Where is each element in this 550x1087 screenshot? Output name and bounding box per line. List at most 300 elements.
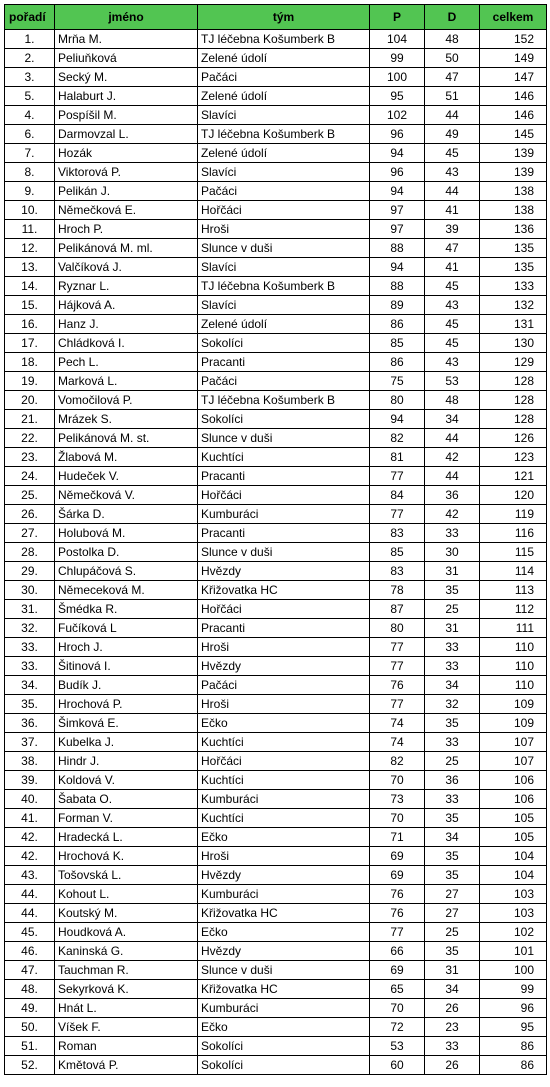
table-row — [5, 999, 547, 1018]
cell-name: Hudeček V. — [55, 467, 198, 486]
cell-name: Mrňa M. — [55, 30, 198, 49]
cell-rank: 14. — [5, 277, 55, 296]
cell-total: 135 — [480, 258, 547, 277]
cell-d: 35 — [425, 581, 480, 600]
cell-name: Houdková A. — [55, 923, 198, 942]
cell-total: 128 — [480, 410, 547, 429]
cell-d: 33 — [425, 657, 480, 676]
cell-p: 104 — [370, 30, 425, 49]
cell-name: Viktorová P. — [55, 163, 198, 182]
cell-team: Hvězdy — [198, 562, 370, 581]
cell-d: 35 — [425, 714, 480, 733]
cell-p: 86 — [370, 315, 425, 334]
cell-team: Křižovatka HC — [198, 980, 370, 999]
cell-rank: 8. — [5, 163, 55, 182]
table-row — [5, 638, 547, 657]
cell-rank: 38. — [5, 752, 55, 771]
cell-d: 31 — [425, 619, 480, 638]
cell-rank: 21. — [5, 410, 55, 429]
cell-name: Ryznar L. — [55, 277, 198, 296]
table-row — [5, 49, 547, 68]
cell-rank: 39. — [5, 771, 55, 790]
cell-d: 35 — [425, 847, 480, 866]
cell-total: 139 — [480, 144, 547, 163]
cell-p: 75 — [370, 372, 425, 391]
cell-name: Chládková I. — [55, 334, 198, 353]
cell-d: 45 — [425, 334, 480, 353]
cell-name: Němeceková M. — [55, 581, 198, 600]
cell-team: Sokolíci — [198, 410, 370, 429]
cell-d: 34 — [425, 410, 480, 429]
cell-rank: 12. — [5, 239, 55, 258]
cell-total: 86 — [480, 1037, 547, 1056]
cell-team: Zelené údolí — [198, 49, 370, 68]
cell-total: 126 — [480, 429, 547, 448]
table-row — [5, 410, 547, 429]
cell-p: 76 — [370, 885, 425, 904]
cell-p: 76 — [370, 676, 425, 695]
cell-total: 114 — [480, 562, 547, 581]
cell-name: Hnát L. — [55, 999, 198, 1018]
cell-d: 26 — [425, 999, 480, 1018]
cell-team: Zelené údolí — [198, 87, 370, 106]
cell-rank: 5. — [5, 87, 55, 106]
cell-total: 100 — [480, 961, 547, 980]
cell-total: 113 — [480, 581, 547, 600]
header-d: D — [425, 5, 480, 30]
cell-d: 34 — [425, 676, 480, 695]
cell-rank: 16. — [5, 315, 55, 334]
cell-team: Kumburáci — [198, 999, 370, 1018]
cell-rank: 35. — [5, 695, 55, 714]
cell-total: 109 — [480, 714, 547, 733]
cell-team: Ečko — [198, 828, 370, 847]
cell-rank: 37. — [5, 733, 55, 752]
cell-team: Slavíci — [198, 258, 370, 277]
cell-p: 70 — [370, 999, 425, 1018]
cell-name: Hroch J. — [55, 638, 198, 657]
cell-d: 43 — [425, 353, 480, 372]
cell-total: 106 — [480, 790, 547, 809]
cell-name: Roman — [55, 1037, 198, 1056]
cell-p: 83 — [370, 524, 425, 543]
table-row — [5, 277, 547, 296]
cell-total: 132 — [480, 296, 547, 315]
table-row — [5, 980, 547, 999]
table-row — [5, 733, 547, 752]
cell-p: 65 — [370, 980, 425, 999]
cell-p: 94 — [370, 410, 425, 429]
cell-d: 45 — [425, 315, 480, 334]
cell-name: Holubová M. — [55, 524, 198, 543]
cell-d: 33 — [425, 733, 480, 752]
cell-rank: 30. — [5, 581, 55, 600]
cell-d: 47 — [425, 239, 480, 258]
cell-rank: 43. — [5, 866, 55, 885]
cell-name: Koldová V. — [55, 771, 198, 790]
cell-name: Postolka D. — [55, 543, 198, 562]
cell-name: Peliuňková — [55, 49, 198, 68]
cell-d: 53 — [425, 372, 480, 391]
table-row — [5, 1037, 547, 1056]
table-row — [5, 771, 547, 790]
cell-name: Šimková E. — [55, 714, 198, 733]
cell-team: Hroši — [198, 638, 370, 657]
cell-p: 83 — [370, 562, 425, 581]
table-row — [5, 1018, 547, 1037]
cell-name: Koutský M. — [55, 904, 198, 923]
cell-name: Pelikán J. — [55, 182, 198, 201]
cell-total: 103 — [480, 885, 547, 904]
cell-rank: 46. — [5, 942, 55, 961]
header-total: celkem — [480, 5, 547, 30]
cell-d: 50 — [425, 49, 480, 68]
cell-rank: 1. — [5, 30, 55, 49]
cell-d: 41 — [425, 258, 480, 277]
table-row — [5, 657, 547, 676]
cell-d: 43 — [425, 163, 480, 182]
header-team: tým — [198, 5, 370, 30]
cell-rank: 40. — [5, 790, 55, 809]
cell-p: 60 — [370, 1056, 425, 1075]
cell-d: 45 — [425, 277, 480, 296]
cell-name: Budík J. — [55, 676, 198, 695]
table-row — [5, 752, 547, 771]
table-row — [5, 201, 547, 220]
cell-total: 107 — [480, 752, 547, 771]
cell-name: Vomočilová P. — [55, 391, 198, 410]
cell-total: 111 — [480, 619, 547, 638]
cell-rank: 18. — [5, 353, 55, 372]
cell-rank: 29. — [5, 562, 55, 581]
cell-name: Fučíková L — [55, 619, 198, 638]
cell-rank: 9. — [5, 182, 55, 201]
cell-d: 35 — [425, 809, 480, 828]
table-row — [5, 1056, 547, 1075]
cell-rank: 47. — [5, 961, 55, 980]
cell-total: 106 — [480, 771, 547, 790]
cell-d: 47 — [425, 68, 480, 87]
cell-team: Slunce v duši — [198, 961, 370, 980]
cell-total: 138 — [480, 201, 547, 220]
cell-total: 152 — [480, 30, 547, 49]
cell-d: 36 — [425, 486, 480, 505]
table-row — [5, 30, 547, 49]
table-row — [5, 923, 547, 942]
cell-total: 103 — [480, 904, 547, 923]
cell-name: Šabata O. — [55, 790, 198, 809]
cell-p: 97 — [370, 201, 425, 220]
cell-p: 77 — [370, 923, 425, 942]
cell-d: 34 — [425, 980, 480, 999]
table-row — [5, 676, 547, 695]
cell-rank: 34. — [5, 676, 55, 695]
table-row — [5, 486, 547, 505]
cell-team: Pracanti — [198, 467, 370, 486]
cell-team: Slunce v duši — [198, 429, 370, 448]
table-row — [5, 543, 547, 562]
cell-total: 95 — [480, 1018, 547, 1037]
cell-total: 139 — [480, 163, 547, 182]
results-table — [4, 4, 547, 1075]
cell-total: 101 — [480, 942, 547, 961]
cell-rank: 17. — [5, 334, 55, 353]
cell-team: TJ léčebna Košumberk B — [198, 125, 370, 144]
table-row — [5, 828, 547, 847]
cell-p: 69 — [370, 847, 425, 866]
cell-d: 25 — [425, 923, 480, 942]
cell-p: 69 — [370, 866, 425, 885]
cell-total: 145 — [480, 125, 547, 144]
cell-p: 94 — [370, 182, 425, 201]
cell-team: Pracanti — [198, 524, 370, 543]
cell-team: TJ léčebna Košumberk B — [198, 277, 370, 296]
cell-total: 115 — [480, 543, 547, 562]
cell-name: Chlupáčová S. — [55, 562, 198, 581]
cell-name: Žlabová M. — [55, 448, 198, 467]
cell-name: Hrochová P. — [55, 695, 198, 714]
table-row — [5, 581, 547, 600]
cell-rank: 13. — [5, 258, 55, 277]
cell-d: 33 — [425, 524, 480, 543]
cell-total: 109 — [480, 695, 547, 714]
cell-p: 72 — [370, 1018, 425, 1037]
cell-p: 74 — [370, 714, 425, 733]
cell-total: 104 — [480, 866, 547, 885]
cell-total: 105 — [480, 828, 547, 847]
cell-d: 41 — [425, 201, 480, 220]
cell-rank: 44. — [5, 885, 55, 904]
cell-team: Kuchtíci — [198, 809, 370, 828]
table-row — [5, 790, 547, 809]
cell-rank: 3. — [5, 68, 55, 87]
cell-rank: 48. — [5, 980, 55, 999]
table-body — [5, 30, 547, 1075]
cell-p: 88 — [370, 277, 425, 296]
cell-team: Pracanti — [198, 353, 370, 372]
cell-total: 110 — [480, 676, 547, 695]
cell-total: 110 — [480, 638, 547, 657]
table-row — [5, 372, 547, 391]
cell-rank: 49. — [5, 999, 55, 1018]
cell-team: Pracanti — [198, 619, 370, 638]
cell-p: 85 — [370, 334, 425, 353]
cell-rank: 26. — [5, 505, 55, 524]
cell-team: Kumburáci — [198, 790, 370, 809]
cell-rank: 7. — [5, 144, 55, 163]
table-row — [5, 942, 547, 961]
table-row — [5, 524, 547, 543]
cell-rank: 22. — [5, 429, 55, 448]
cell-team: Hroši — [198, 220, 370, 239]
cell-team: Ečko — [198, 923, 370, 942]
cell-team: Hořčáci — [198, 486, 370, 505]
cell-team: Hvězdy — [198, 866, 370, 885]
cell-d: 35 — [425, 942, 480, 961]
cell-total: 107 — [480, 733, 547, 752]
cell-d: 30 — [425, 543, 480, 562]
cell-rank: 42. — [5, 847, 55, 866]
table-row — [5, 220, 547, 239]
cell-team: Zelené údolí — [198, 315, 370, 334]
cell-name: Šmédka R. — [55, 600, 198, 619]
table-row — [5, 809, 547, 828]
cell-rank: 45. — [5, 923, 55, 942]
cell-p: 76 — [370, 904, 425, 923]
cell-d: 51 — [425, 87, 480, 106]
cell-rank: 11. — [5, 220, 55, 239]
cell-rank: 33. — [5, 657, 55, 676]
cell-d: 44 — [425, 467, 480, 486]
cell-p: 88 — [370, 239, 425, 258]
cell-rank: 23. — [5, 448, 55, 467]
cell-name: Kubelka J. — [55, 733, 198, 752]
table-row — [5, 467, 547, 486]
cell-total: 86 — [480, 1056, 547, 1075]
cell-total: 110 — [480, 657, 547, 676]
cell-team: Hroši — [198, 695, 370, 714]
cell-d: 36 — [425, 771, 480, 790]
cell-total: 136 — [480, 220, 547, 239]
cell-d: 48 — [425, 391, 480, 410]
cell-rank: 50. — [5, 1018, 55, 1037]
cell-team: Slavíci — [198, 106, 370, 125]
cell-d: 32 — [425, 695, 480, 714]
cell-p: 100 — [370, 68, 425, 87]
cell-name: Hroch P. — [55, 220, 198, 239]
cell-p: 95 — [370, 87, 425, 106]
cell-total: 112 — [480, 600, 547, 619]
cell-total: 149 — [480, 49, 547, 68]
cell-total: 135 — [480, 239, 547, 258]
table-row — [5, 600, 547, 619]
cell-d: 48 — [425, 30, 480, 49]
table-row — [5, 885, 547, 904]
cell-total: 129 — [480, 353, 547, 372]
header-p: P — [370, 5, 425, 30]
table-row — [5, 695, 547, 714]
cell-d: 35 — [425, 866, 480, 885]
cell-d: 27 — [425, 885, 480, 904]
cell-d: 44 — [425, 106, 480, 125]
cell-p: 77 — [370, 657, 425, 676]
cell-name: Pospíšil M. — [55, 106, 198, 125]
cell-name: Tošovská L. — [55, 866, 198, 885]
cell-p: 77 — [370, 638, 425, 657]
cell-total: 102 — [480, 923, 547, 942]
cell-team: Hroši — [198, 847, 370, 866]
table-row — [5, 619, 547, 638]
cell-d: 25 — [425, 600, 480, 619]
cell-p: 94 — [370, 258, 425, 277]
cell-p: 71 — [370, 828, 425, 847]
cell-total: 105 — [480, 809, 547, 828]
cell-total: 128 — [480, 372, 547, 391]
cell-name: Šárka D. — [55, 505, 198, 524]
cell-name: Secký M. — [55, 68, 198, 87]
cell-d: 42 — [425, 505, 480, 524]
table-row — [5, 714, 547, 733]
cell-team: Křižovatka HC — [198, 581, 370, 600]
cell-p: 87 — [370, 600, 425, 619]
table-row — [5, 904, 547, 923]
cell-name: Hozák — [55, 144, 198, 163]
cell-p: 69 — [370, 961, 425, 980]
cell-name: Hájková A. — [55, 296, 198, 315]
table-row — [5, 68, 547, 87]
cell-team: Ečko — [198, 714, 370, 733]
cell-team: Kuchtíci — [198, 733, 370, 752]
cell-total: 119 — [480, 505, 547, 524]
cell-name: Hanz J. — [55, 315, 198, 334]
cell-d: 45 — [425, 144, 480, 163]
cell-p: 96 — [370, 125, 425, 144]
cell-d: 49 — [425, 125, 480, 144]
cell-team: Hořčáci — [198, 201, 370, 220]
cell-p: 85 — [370, 543, 425, 562]
cell-rank: 10. — [5, 201, 55, 220]
cell-p: 74 — [370, 733, 425, 752]
cell-name: Hrochová K. — [55, 847, 198, 866]
cell-d: 42 — [425, 448, 480, 467]
header-rank: pořadí — [5, 5, 55, 30]
cell-rank: 51. — [5, 1037, 55, 1056]
cell-name: Kaninská G. — [55, 942, 198, 961]
cell-rank: 44. — [5, 904, 55, 923]
cell-rank: 31. — [5, 600, 55, 619]
cell-team: Kumburáci — [198, 505, 370, 524]
cell-team: Zelené údolí — [198, 144, 370, 163]
cell-total: 138 — [480, 182, 547, 201]
table-row — [5, 391, 547, 410]
cell-rank: 20. — [5, 391, 55, 410]
cell-name: Pelikánová M. st. — [55, 429, 198, 448]
table-row — [5, 239, 547, 258]
cell-p: 84 — [370, 486, 425, 505]
cell-team: Křižovatka HC — [198, 904, 370, 923]
cell-rank: 2. — [5, 49, 55, 68]
cell-rank: 52. — [5, 1056, 55, 1075]
cell-name: Hindr J. — [55, 752, 198, 771]
cell-d: 26 — [425, 1056, 480, 1075]
cell-name: Kohout L. — [55, 885, 198, 904]
table-row — [5, 315, 547, 334]
cell-d: 23 — [425, 1018, 480, 1037]
cell-d: 33 — [425, 1037, 480, 1056]
cell-d: 31 — [425, 562, 480, 581]
cell-p: 99 — [370, 49, 425, 68]
table-row — [5, 448, 547, 467]
table-row — [5, 296, 547, 315]
cell-total: 96 — [480, 999, 547, 1018]
cell-team: Slavíci — [198, 296, 370, 315]
cell-team: Sokolíci — [198, 1056, 370, 1075]
cell-p: 70 — [370, 771, 425, 790]
cell-total: 133 — [480, 277, 547, 296]
cell-team: Hořčáci — [198, 600, 370, 619]
cell-team: Pačáci — [198, 182, 370, 201]
cell-rank: 36. — [5, 714, 55, 733]
cell-team: Sokolíci — [198, 1037, 370, 1056]
cell-total: 146 — [480, 106, 547, 125]
cell-total: 121 — [480, 467, 547, 486]
table-row — [5, 106, 547, 125]
cell-p: 53 — [370, 1037, 425, 1056]
cell-total: 131 — [480, 315, 547, 334]
cell-name: Forman V. — [55, 809, 198, 828]
cell-p: 96 — [370, 163, 425, 182]
cell-p: 89 — [370, 296, 425, 315]
